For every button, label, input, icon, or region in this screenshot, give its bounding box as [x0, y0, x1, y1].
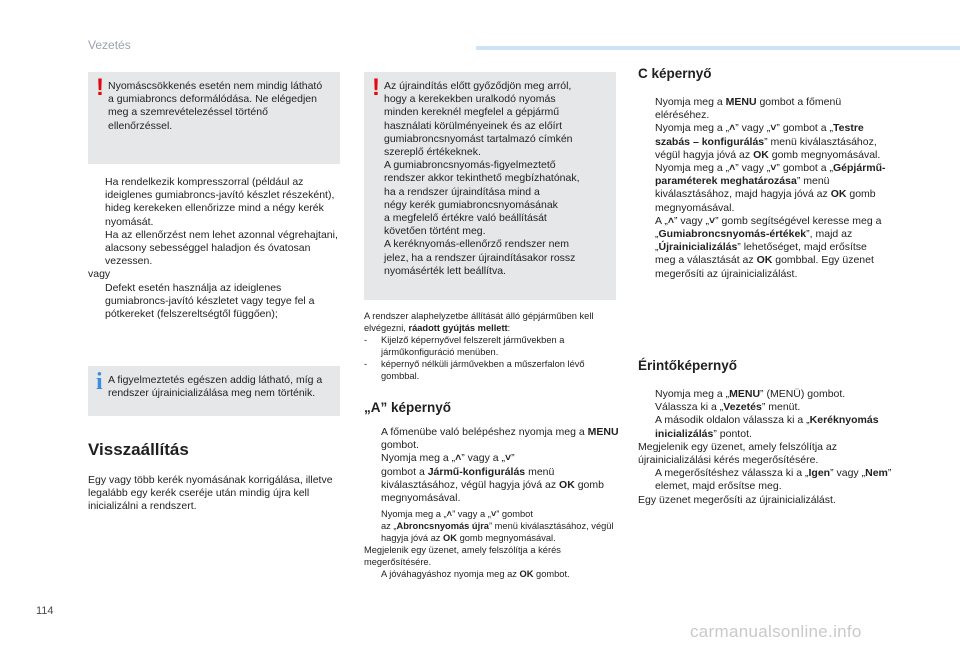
list-item: A megerősítéshez válassza ki a „Igen” vagy „Nem” elemet, majd erősítse meg.	[655, 467, 892, 493]
reset-intro: A rendszer alaphelyzetbe állítását álló gépjárműben kell elvégezni, ráadott gyújtás mellett:	[364, 311, 594, 333]
list-item: Nyomja meg a MENU gombot a főmenü eléréséhez.	[655, 96, 842, 122]
list-item: Válassza ki a „Vezetés” menüt.	[655, 401, 801, 414]
list-item-text: Ha rendelkezik kompresszorral (például az ideiglenes gumiabroncs-javító készlet részeként), hideg kerekeken ellenőrizze mind a négy kerék nyomását.	[105, 176, 335, 228]
note-line: A keréknyomás-ellenőrző rendszer nem	[384, 238, 570, 251]
note-line: használati körülményeinek és az előírt	[384, 119, 563, 132]
reset-conditions	[364, 310, 620, 382]
list-item-text: Ha az ellenőrzést nem lehet azonnal végrehajtani, alacsony sebességgel haladjon és óvatosan vezessen.	[105, 228, 338, 268]
list-item-text: Kijelző képernyővel felszerelt járművekben a járműkonfiguráció menüben.	[381, 335, 565, 357]
watermark: carmanualsonline.info	[690, 622, 862, 641]
list-item: A második oldalon válassza ki a „Keréknyomás inicializálás” pontot.	[655, 414, 879, 440]
dash-icon: -	[364, 335, 367, 345]
confirm-message-text: Megjelenik egy üzenet, amely felszólítja az újrainicializálási kérés megerősítésére.	[638, 440, 838, 467]
note-line: jelez, ha a rendszer újraindításakor rossz	[384, 251, 576, 264]
list-item	[88, 176, 344, 229]
list-item: Nyomja meg a „˄” vagy „˅” gombot a „Testre szabás – konfigurálás” menü kiválasztásához, végül hagyja jóvá az OK gomb megnyomásával.	[655, 122, 881, 161]
note-line: rendszer akkor tekinthető megbízhatónak,	[384, 172, 580, 185]
info-icon: i	[96, 369, 103, 395]
check-list	[88, 176, 344, 321]
list-item: A jóváhagyáshoz nyomja meg az OK gombot.	[381, 569, 570, 579]
list-item: Nyomja meg a „MENU” (MENÜ) gombot.	[655, 388, 846, 400]
reset-heading: Visszaállítás	[88, 440, 189, 459]
warning-note-text: Nyomáscsökkenés esetén nem mindig látható a gumiabroncs deformálódása. Ne elégedjen meg a szemrevételezéssel történő ellenőrzéssel.	[108, 80, 323, 132]
touchscreen-heading: Érintőképernyő	[638, 358, 738, 373]
page-number: 114	[36, 605, 54, 617]
vagy-text: vagy	[88, 268, 111, 281]
list-item	[88, 282, 344, 322]
warning-icon: !	[372, 74, 380, 101]
warning-note	[88, 72, 340, 164]
list-item: Nyomja meg a „˄” vagy a „˅” gombot a Jármű-konfigurálás menü kiválasztásához, végül hagyja jóvá az OK gomb megnyomásával.	[381, 452, 604, 505]
dash-icon: -	[364, 359, 367, 369]
list-item	[364, 358, 620, 382]
header-bar	[476, 46, 960, 50]
note-line: hogy a kerekekben uralkodó nyomás	[384, 93, 556, 106]
down-arrow-icon: ˅	[709, 214, 716, 227]
list-item	[364, 334, 620, 358]
note-line: ha a rendszer újraindítása mind a	[384, 185, 540, 198]
note-line: minden kereknél megfelel a gépjármű	[384, 106, 560, 119]
note-line: négy kerék gumiabroncsnyomásának	[384, 198, 558, 211]
warning-icon: !	[96, 74, 104, 101]
reset-paragraph: Egy vagy több kerék nyomásának korrigálása, illetve legalább egy kerék cseréje után mindig újra kell inicializálni a rendszert.	[88, 474, 333, 513]
down-arrow-icon: ˅	[770, 122, 777, 135]
screen-c-heading: C képernyő	[638, 66, 712, 81]
note-line: Az újraindítás előtt győződjön meg arról,	[384, 80, 572, 92]
down-arrow-icon: ˅	[770, 162, 777, 175]
note-line: szereplő értékeknek.	[384, 146, 481, 159]
up-arrow-icon: ˄	[446, 509, 453, 519]
reinit-warning-text	[384, 80, 606, 278]
info-note	[88, 366, 340, 416]
list-item: Nyomja meg a „˄” vagy „˅” gombot a „Gépjármű-paraméterek meghatározása” menü kiválasztásához, majd hagyja jóvá az OK gomb megnyomásával.	[655, 162, 886, 214]
screen-a-steps	[364, 426, 622, 505]
info-note-text: A figyelmeztetés egészen addig látható, míg a rendszer újrainicializálása meg nem történik.	[108, 374, 323, 400]
screen-a-steps-cont	[364, 508, 622, 580]
section-title: Vezetés	[88, 38, 131, 52]
reinit-warning-note	[364, 72, 616, 300]
note-line: nyomásérték lett beállítva.	[384, 264, 506, 277]
touchscreen-steps	[638, 388, 894, 507]
note-line: gumiabroncsnyomást tartalmazó címkén	[384, 132, 573, 145]
note-line: A gumiabroncsnyomás-figyelmeztető	[384, 159, 556, 172]
note-line: követően történt meg.	[384, 225, 486, 238]
up-arrow-icon: ˄	[729, 122, 736, 135]
up-arrow-icon: ˄	[667, 214, 674, 227]
screen-a-heading: „A” képernyő	[364, 400, 452, 415]
down-arrow-icon: ˅	[490, 509, 497, 519]
confirm-message-text: Megjelenik egy üzenet, amely felszólítja a kérés megerősítésére.	[364, 545, 561, 567]
down-arrow-icon: ˅	[505, 452, 512, 465]
up-arrow-icon: ˄	[729, 162, 736, 175]
result-message-text: Egy üzenet megerősíti az újrainicializálást.	[638, 493, 836, 506]
up-arrow-icon: ˄	[455, 452, 462, 465]
list-item: Nyomja meg a „˄” vagy a „˅” gombot az „Abroncsnyomás újra” menü kiválasztásához, végül hagyja jóvá az OK gomb megnyomásával.	[381, 509, 614, 543]
list-item: A főmenübe való belépéshez nyomja meg a MENU gombot.	[381, 426, 619, 452]
list-item-text: Defekt esetén használja az ideiglenes gumiabroncs-javító készletet vagy tegye fel a pótkereket (felszereltségtől függően);	[105, 281, 315, 321]
list-item: A „˄” vagy „˅” gomb segítségével keresse meg a „Gumiabroncsnyomás-értékek”, majd az „Újrainicializálás” lehetőséget, majd erősítse meg a választását az OK gombbal. Egy üzenet megerősíti az újrainicializálást.	[655, 214, 882, 280]
list-item-text: képernyő nélküli járművekben a műszerfalon lévő gombbal.	[381, 359, 585, 381]
screen-c-steps	[638, 96, 890, 281]
list-item	[88, 229, 344, 269]
note-line: a megfelelő értékre való beállítását	[384, 212, 547, 225]
